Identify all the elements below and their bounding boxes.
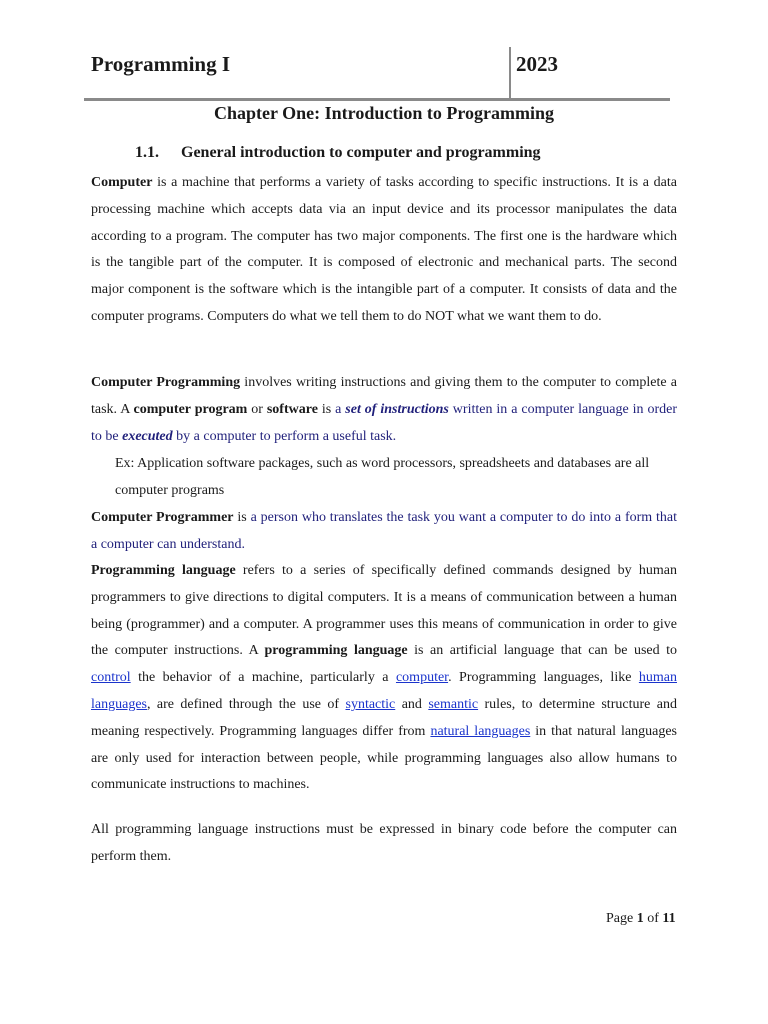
link-semantic[interactable]: semantic — [428, 696, 479, 712]
paragraph-computer — [91, 170, 677, 331]
definition-text: a — [335, 401, 346, 417]
section-heading — [135, 144, 541, 162]
page-total: 11 — [662, 911, 676, 926]
link-natural-languages[interactable]: natural languages — [430, 723, 531, 739]
section-number: 1.1. — [135, 144, 159, 161]
paragraph-text: or — [247, 401, 267, 417]
term-computer-program: computer program — [133, 401, 248, 417]
paragraph-text: . Programming languages, like — [448, 670, 639, 686]
paragraph-text: is an artificial language that can be used to — [407, 643, 678, 659]
paragraph-text: is a machine that performs a variety of tasks according to specific instructions. It is a data processing machine which accepts data via an input device and its processor manipulates the data according to a program. The computer has two major components. The first one is the hardware which is the tangible part of the computer. It is composed of electronic and mechanical parts. The second major component is the software which is the intangible part of a computer. It consists of data and the computer programs. Computers do what we tell them to do NOT what we want them to do. — [91, 175, 677, 324]
chapter-title: Chapter One: Introduction to Programming — [214, 103, 554, 123]
paragraph-computer-programmer — [91, 505, 677, 559]
header-vertical-divider — [509, 47, 511, 100]
term-computer-programming: Computer Programming — [91, 375, 241, 390]
header-year: 2023 — [516, 52, 558, 76]
page-number: 1 — [636, 911, 644, 926]
paragraph-text: refers to a series of specifically defined commands designed by human programmers to give directions to digital computers. It is a means of communication between a human being (programmer) and a computer. A programmer uses this means of communication in order to give the computer instructions. A — [91, 563, 677, 659]
definition-text: a person who translates the task you want a computer to do into a form that a computer can understand. — [91, 510, 678, 552]
header-horizontal-divider — [84, 98, 670, 101]
paragraph-binary-code: All programming language instructions must be expressed in binary code before the computer can perform them. — [91, 822, 677, 864]
term-computer-programmer: Computer Programmer — [91, 510, 234, 525]
page-of-label: of — [643, 911, 663, 926]
link-control[interactable]: control — [91, 670, 131, 686]
emphasis-executed: executed — [122, 428, 173, 444]
link-computer[interactable]: computer — [395, 670, 449, 686]
paragraph-text: involves writing instructions and giving them to the computer to complete a task. A — [91, 375, 677, 417]
definition-text: written in a computer language in order to be — [91, 401, 677, 444]
paragraph-text: in that natural languages are only used for interaction between people, while programming languages also allow humans to communicate instructions to machines. — [91, 723, 677, 793]
paragraph-text: , are defined through the use of — [146, 696, 346, 712]
definition-text: by a computer to perform a useful task. — [172, 428, 397, 444]
term-software: software — [266, 401, 318, 417]
section-title: General introduction to computer and programming — [181, 144, 541, 161]
link-syntactic[interactable]: syntactic — [345, 696, 396, 712]
paragraph-text: is — [233, 510, 251, 525]
page-label: Page — [606, 911, 637, 926]
example-text: Ex: Application software packages, such as word processors, spreadsheets and databases are all computer programs — [115, 456, 650, 498]
term-programming-language-inline: programming language — [264, 643, 408, 659]
page-footer — [606, 911, 676, 927]
paragraph-text: the behavior of a machine, particularly a — [130, 670, 396, 686]
paragraph-text: rules, to determine structure and meaning respectively. Programming languages differ from — [91, 696, 677, 739]
header-course-title: Programming I — [91, 52, 231, 76]
emphasis-set-of-instructions: set of instructions — [345, 401, 449, 417]
paragraph-computer-programming — [91, 370, 677, 450]
paragraph-text: and — [395, 696, 429, 712]
link-human-languages[interactable]: human languages — [91, 670, 677, 712]
term-computer: Computer — [91, 175, 153, 190]
paragraph-programming-language — [91, 558, 677, 799]
term-programming-language: Programming language — [91, 563, 236, 578]
paragraph-text: is — [317, 401, 336, 417]
